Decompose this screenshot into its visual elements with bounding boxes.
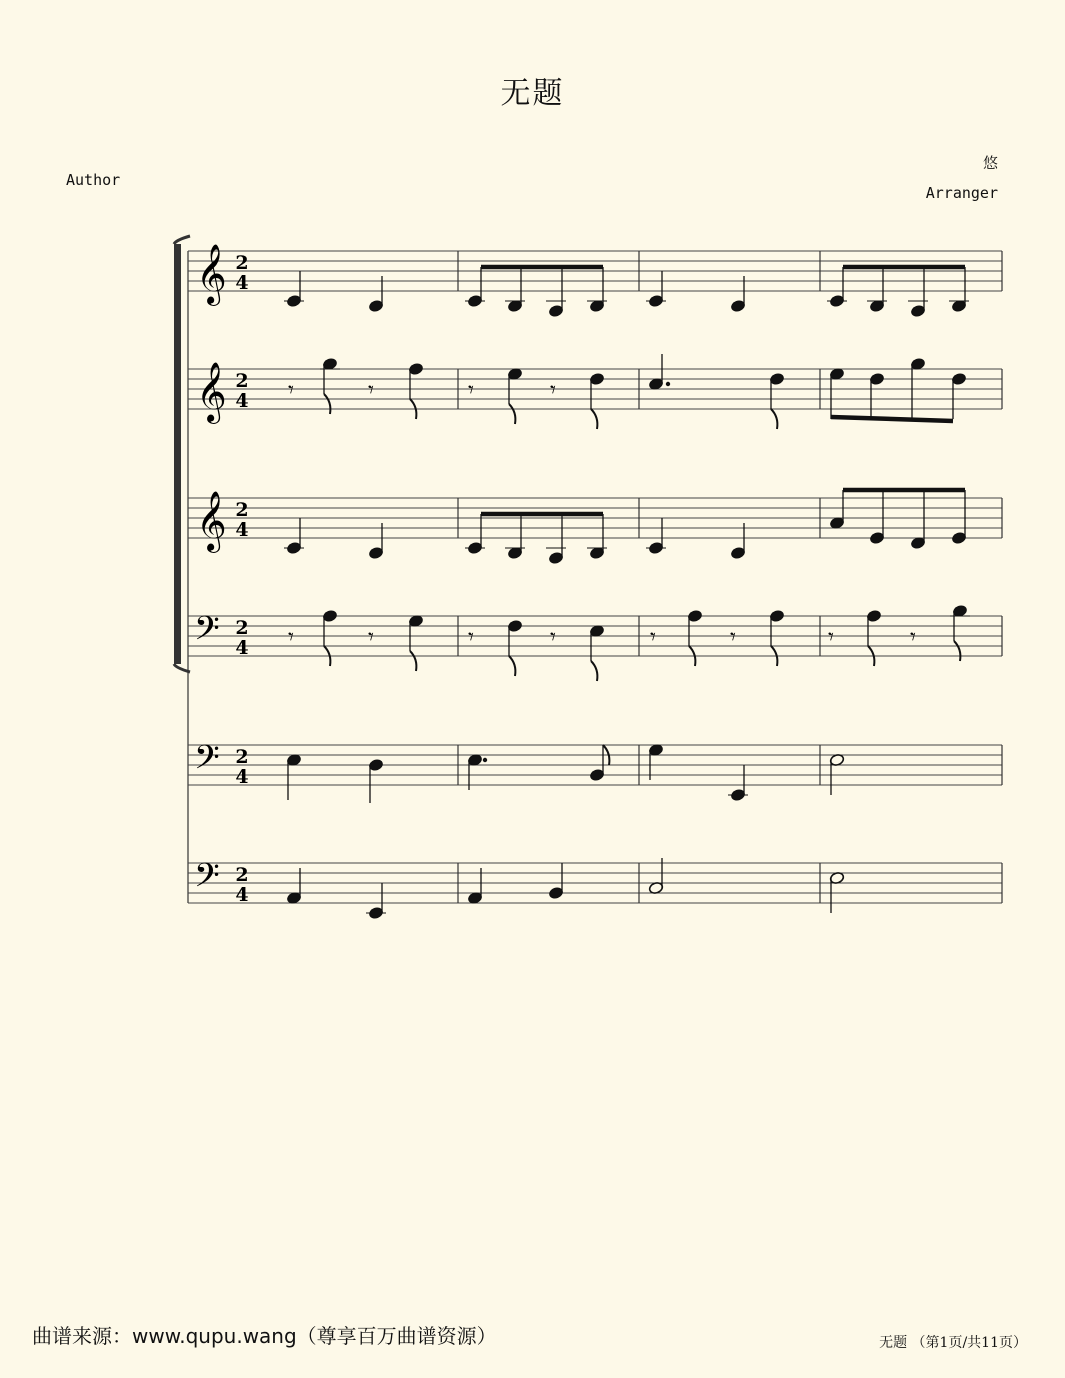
eighth-flag	[509, 656, 515, 676]
eighth-flag	[591, 661, 597, 681]
dot	[483, 758, 487, 762]
time-signature-beat-type: 4	[235, 637, 249, 659]
staff-1	[188, 244, 1002, 306]
time-signature-beat-type: 4	[235, 272, 249, 294]
author-name: Author	[66, 171, 121, 189]
eighth-rest: 𝄾	[910, 625, 916, 650]
eighth-rest: 𝄾	[650, 625, 656, 650]
time-signature-beats: 2	[235, 746, 249, 768]
score-system	[174, 236, 1002, 920]
eighth-flag	[410, 651, 416, 671]
eighth-flag	[591, 409, 597, 429]
eighth-rest: 𝄾	[288, 625, 294, 650]
eighth-rest: 𝄾	[730, 625, 736, 650]
score-title: 无题	[500, 76, 565, 111]
footer-title: 无题	[879, 1335, 908, 1351]
bass-clef-icon: 𝄢	[194, 739, 220, 785]
staff-3-notes	[284, 490, 967, 565]
dot	[666, 382, 670, 386]
eighth-rest: 𝄾	[368, 625, 374, 650]
eighth-rest: 𝄾	[288, 378, 294, 403]
staff-2-notes	[288, 354, 967, 429]
time-signature-beat-type: 4	[235, 766, 249, 788]
staff-1-notes	[284, 267, 969, 318]
arranger-name: Arranger	[925, 184, 998, 202]
time-signature-beat-type: 4	[235, 390, 249, 412]
eighth-rest: 𝄾	[550, 378, 556, 403]
source-credit: 曲谱来源：www.qupu.wang（尊享百万曲谱资源）	[32, 1324, 497, 1348]
time-signature-beats: 2	[235, 370, 249, 392]
bracket-top-hook	[174, 236, 190, 244]
bass-clef-icon: 𝄢	[194, 610, 220, 656]
beam	[831, 417, 953, 421]
eighth-rest: 𝄾	[828, 625, 834, 650]
lyricist-name: 悠	[982, 154, 998, 172]
eighth-flag	[324, 394, 330, 414]
treble-clef-icon: 𝄞	[196, 244, 227, 304]
staff-5	[188, 739, 1002, 788]
footer-page-info: （第1页/共11页）	[911, 1335, 1027, 1351]
staff-6-notes	[286, 858, 844, 920]
time-signature-beats: 2	[235, 499, 249, 521]
eighth-rest: 𝄾	[368, 378, 374, 403]
system-bracket	[174, 244, 181, 664]
time-signature-beat-type: 4	[235, 519, 249, 541]
time-signature-beats: 2	[235, 864, 249, 886]
eighth-rest: 𝄾	[468, 625, 474, 650]
staff-5-notes	[286, 743, 844, 803]
staff-3	[188, 491, 1002, 553]
bass-clef-icon: 𝄢	[194, 857, 220, 903]
staff-6	[188, 857, 1002, 906]
eighth-flag	[954, 641, 960, 661]
page-footer	[879, 1332, 1027, 1352]
eighth-flag	[771, 409, 777, 429]
eighth-flag	[509, 404, 515, 424]
treble-clef-icon: 𝄞	[196, 491, 227, 551]
time-signature-beat-type: 4	[235, 884, 249, 906]
eighth-rest: 𝄾	[550, 625, 556, 650]
music-score	[160, 230, 1020, 930]
eighth-rest: 𝄾	[468, 378, 474, 403]
time-signature-beats: 2	[235, 617, 249, 639]
treble-clef-icon: 𝄞	[196, 362, 227, 422]
time-signature-beats: 2	[235, 252, 249, 274]
